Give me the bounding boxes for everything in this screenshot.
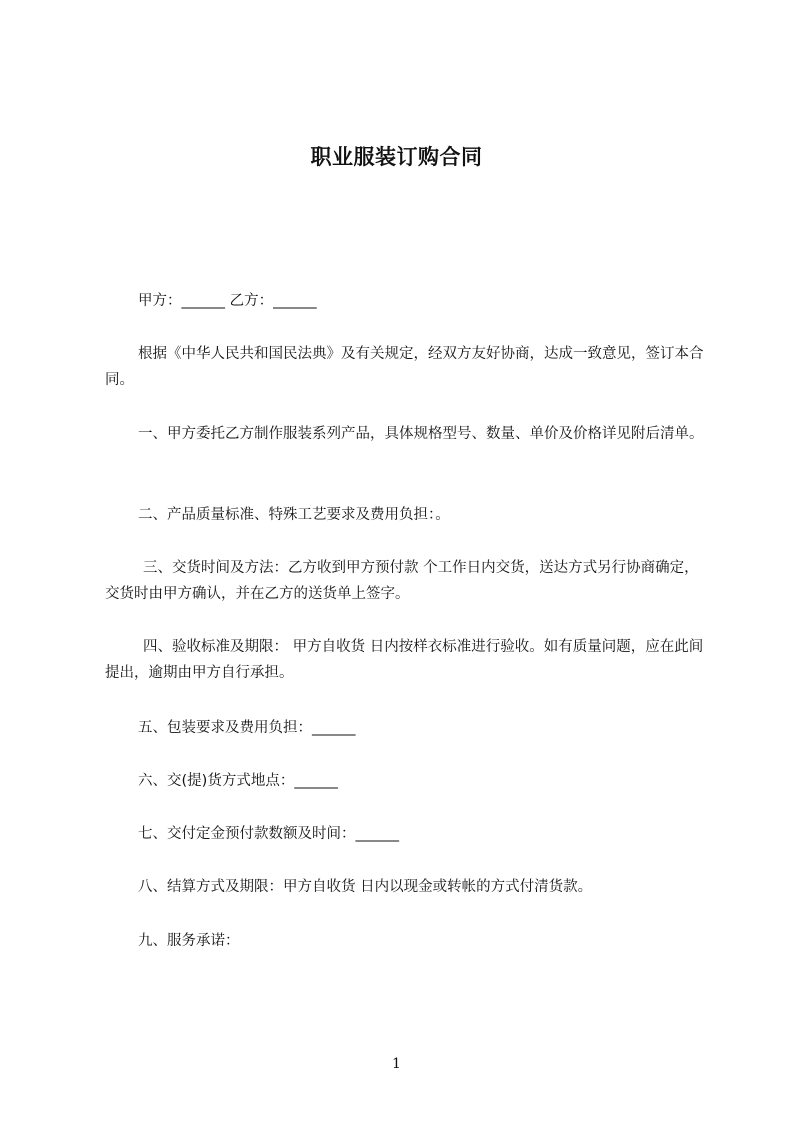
clause-6: 六、交(提)货方式地点：______ (138, 773, 338, 789)
preamble-paragraph: 根据《中华人民共和国民法典》及有关规定，经双方友好协商，达成一致意见，签订本合同。 (105, 346, 704, 388)
clause-2: 二、产品质量标准、特殊工艺要求及费用负担：。 (138, 507, 450, 523)
parties-line: 甲方：______ 乙方：______ (138, 293, 317, 309)
clause-4: 四、验收标准及期限： 甲方自收货 日内按样衣标准进行验收。如有质量问题，应在此间提出，逾期由甲方自行承担。 (105, 639, 704, 681)
page-number: 1 (392, 1056, 401, 1072)
clause-7: 七、交付定金预付款数额及时间：______ (138, 826, 399, 842)
clause-3: 三、交货时间及方法：乙方收到甲方预付款 个工作日内交货，送达方式另行协商确定，交货时由甲方确认，并在乙方的送货单上签字。 (105, 560, 699, 602)
clause-8: 八、结算方式及期限：甲方自收货 日内以现金或转帐的方式付清货款。 (138, 879, 593, 895)
clause-9: 九、服务承诺： (138, 933, 240, 949)
clause-1: 一、甲方委托乙方制作服装系列产品，具体规格型号、数量、单价及价格详见附后清单。 (138, 426, 704, 442)
document-title: 职业服装订购合同 (310, 145, 483, 169)
clause-5: 五、包装要求及费用负担：______ (138, 720, 356, 736)
